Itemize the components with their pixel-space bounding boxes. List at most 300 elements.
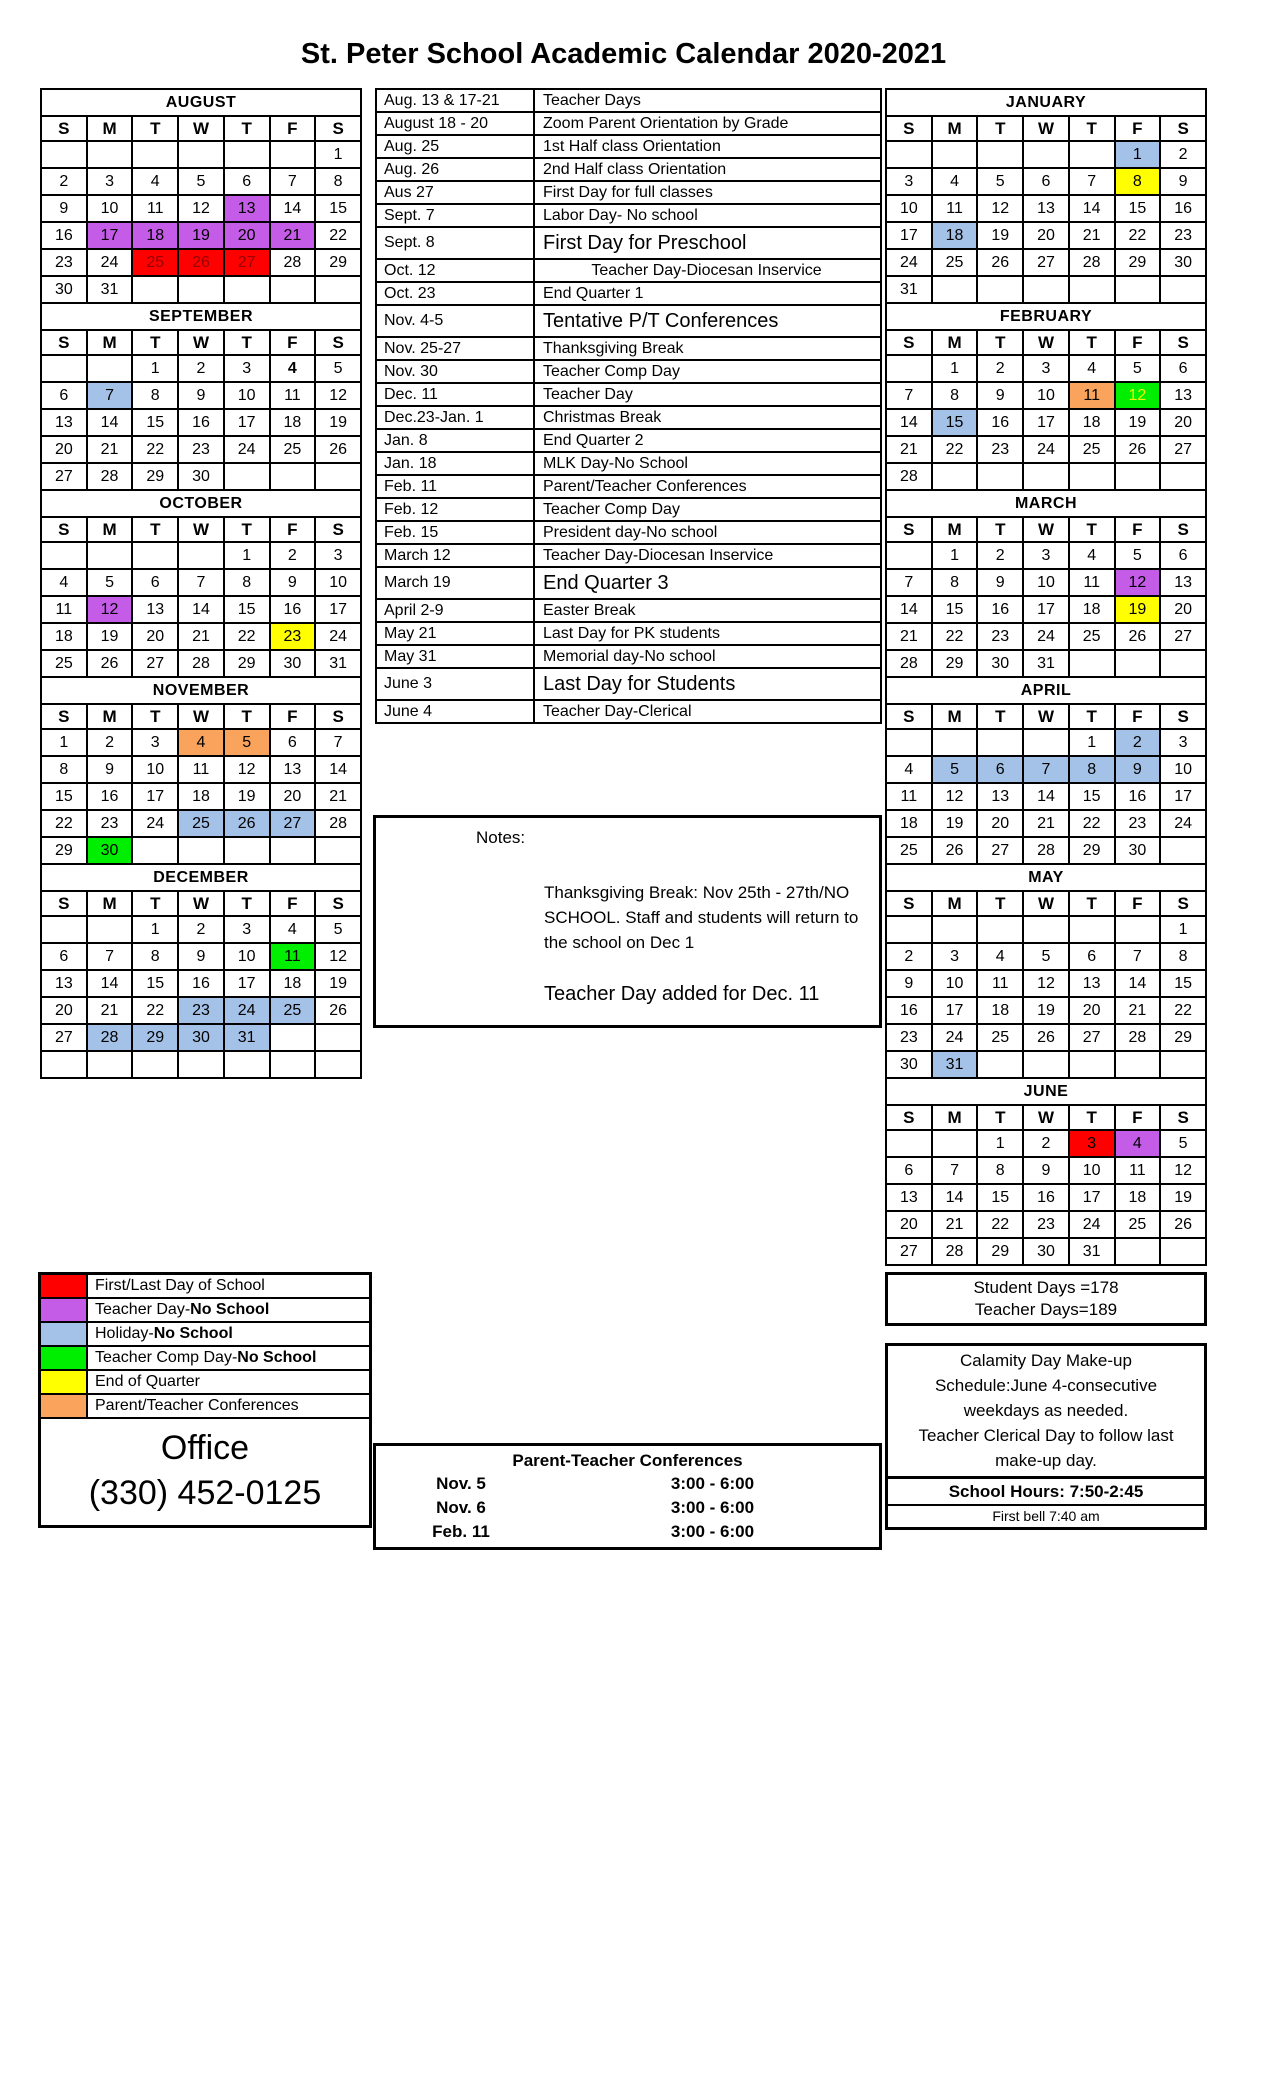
january-day-header-row [886,116,1206,141]
may-day-header-row [886,891,1206,916]
april-day-16: 16 [1115,783,1161,810]
may-empty-cell [1115,916,1161,943]
august-week-row [41,141,361,168]
january-day-21: 21 [1069,222,1115,249]
august-day-20: 20 [224,222,270,249]
may-day-9: 9 [886,970,932,997]
february-day-header-row [886,330,1206,355]
september-week-row [41,463,361,490]
september-day-28: 28 [87,463,133,490]
september-empty-cell [315,463,361,490]
june-day-27: 27 [886,1238,932,1265]
september-day-3: 3 [224,355,270,382]
november-day-8: 8 [41,756,87,783]
legend-label [88,1347,369,1369]
april-day-11: 11 [886,783,932,810]
conference-row [376,1472,879,1496]
march-day-6: 6 [1160,542,1206,569]
june-empty-cell [886,1130,932,1157]
january-day-18: 18 [932,222,978,249]
december-day-22: 22 [132,997,178,1024]
january-day-30: 30 [1160,249,1206,276]
february-empty-cell [886,355,932,382]
april-day-20: 20 [977,810,1023,837]
notes-label: Notes: [476,828,526,847]
may-empty-cell [1069,1051,1115,1078]
august-day-18: 18 [132,222,178,249]
may-empty-cell [932,916,978,943]
january-day-of-week: T [977,116,1023,141]
legend-color-swatch [41,1299,88,1321]
calendar-april [885,676,1207,865]
event-row [375,644,882,669]
september-day-27: 27 [41,463,87,490]
december-day-3: 3 [224,916,270,943]
event-description: Zoom Parent Orientation by Grade [543,114,789,132]
january-empty-cell [977,276,1023,303]
june-day-of-week: S [886,1105,932,1130]
march-day-12: 12 [1115,569,1161,596]
november-day-of-week: S [315,704,361,729]
august-empty-cell [132,276,178,303]
may-day-25: 25 [977,1024,1023,1051]
event-row [375,474,882,499]
march-day-24: 24 [1023,623,1069,650]
september-day-2: 2 [178,355,224,382]
april-day-9: 9 [1115,756,1161,783]
january-day-5: 5 [977,168,1023,195]
january-header-row [886,89,1206,116]
january-month-title: JANUARY [886,89,1206,116]
december-day-23: 23 [178,997,224,1024]
august-empty-cell [315,276,361,303]
calendar-october [40,489,362,678]
january-empty-cell [1023,276,1069,303]
september-empty-cell [224,463,270,490]
december-empty-cell [315,1051,361,1078]
november-day-9: 9 [87,756,133,783]
february-day-5: 5 [1115,355,1161,382]
event-list [375,88,882,724]
may-day-3: 3 [932,943,978,970]
august-day-12: 12 [178,195,224,222]
november-day-2: 2 [87,729,133,756]
april-header-row [886,677,1206,704]
calendar-november [40,676,362,865]
september-header-row [41,303,361,330]
legend-row [41,1347,369,1371]
march-week-row [886,596,1206,623]
may-day-of-week: T [1069,891,1115,916]
november-day-of-week: F [270,704,316,729]
february-day-4: 4 [1069,355,1115,382]
event-row [375,203,882,228]
february-day-21: 21 [886,436,932,463]
february-day-of-week: T [977,330,1023,355]
october-day-of-week: S [41,517,87,542]
april-day-10: 10 [1160,756,1206,783]
april-day-19: 19 [932,810,978,837]
march-month-title: MARCH [886,490,1206,517]
june-day-18: 18 [1115,1184,1161,1211]
october-day-of-week: T [132,517,178,542]
december-day-of-week: S [41,891,87,916]
may-day-12: 12 [1023,970,1069,997]
october-empty-cell [87,542,133,569]
february-day-of-week: T [1069,330,1115,355]
may-empty-cell [977,1051,1023,1078]
november-day-of-week: T [132,704,178,729]
november-day-7: 7 [315,729,361,756]
february-day-22: 22 [932,436,978,463]
april-week-row [886,756,1206,783]
december-day-20: 20 [41,997,87,1024]
september-day-9: 9 [178,382,224,409]
august-day-13: 13 [224,195,270,222]
legend-rows [41,1275,369,1419]
february-day-23: 23 [977,436,1023,463]
february-day-6: 6 [1160,355,1206,382]
may-day-24: 24 [932,1024,978,1051]
event-date: Jan. 18 [377,453,535,474]
april-day-8: 8 [1069,756,1115,783]
october-day-11: 11 [41,596,87,623]
december-empty-cell [132,1051,178,1078]
calamity-line: make-up day. [995,1451,1097,1470]
december-empty-cell [87,1051,133,1078]
event-row [375,226,882,260]
event-date: April 2-9 [377,600,535,621]
notes-paragraph-thanksgiving: Thanksgiving Break: Nov 25th - 27th/NO SCHOOL. Staff and students will return to the school on Dec 1 [544,883,859,952]
august-empty-cell [178,276,224,303]
august-day-of-week: T [224,116,270,141]
december-empty-cell [87,916,133,943]
event-row [375,336,882,361]
september-day-4: 4 [270,355,316,382]
march-day-19: 19 [1115,596,1161,623]
may-week-row [886,916,1206,943]
june-empty-cell [1160,1238,1206,1265]
june-day-of-week: T [1069,1105,1115,1130]
may-day-8: 8 [1160,943,1206,970]
january-empty-cell [886,141,932,168]
october-day-28: 28 [178,650,224,677]
office-section [41,1419,369,1525]
august-day-23: 23 [41,249,87,276]
january-day-2: 2 [1160,141,1206,168]
event-description: End Quarter 1 [543,284,644,302]
september-day-23: 23 [178,436,224,463]
parent-teacher-conferences-title: Parent-Teacher Conferences [512,1451,743,1470]
january-day-19: 19 [977,222,1023,249]
event-row [375,543,882,568]
august-day-11: 11 [132,195,178,222]
may-week-row [886,1051,1206,1078]
january-day-of-week: S [1160,116,1206,141]
november-day-30: 30 [87,837,133,864]
june-day-16: 16 [1023,1184,1069,1211]
october-day-21: 21 [178,623,224,650]
event-row [375,359,882,384]
april-week-row [886,810,1206,837]
june-day-of-week: S [1160,1105,1206,1130]
october-empty-cell [132,542,178,569]
march-day-30: 30 [977,650,1023,677]
february-day-19: 19 [1115,409,1161,436]
november-day-11: 11 [178,756,224,783]
event-row [375,111,882,136]
february-week-row [886,355,1206,382]
february-day-10: 10 [1023,382,1069,409]
may-day-of-week: F [1115,891,1161,916]
september-day-of-week: M [87,330,133,355]
december-day-9: 9 [178,943,224,970]
september-day-of-week: W [178,330,224,355]
january-day-6: 6 [1023,168,1069,195]
may-day-10: 10 [932,970,978,997]
calendar-february [885,302,1207,491]
event-row [375,304,882,338]
may-day-of-week: S [886,891,932,916]
first-bell: First bell 7:40 am [888,1504,1204,1527]
november-empty-cell [178,837,224,864]
may-day-of-week: M [932,891,978,916]
august-day-8: 8 [315,168,361,195]
may-day-20: 20 [1069,997,1115,1024]
september-week-row [41,436,361,463]
january-empty-cell [977,141,1023,168]
event-date: Dec. 11 [377,384,535,405]
october-day-4: 4 [41,569,87,596]
event-row [375,699,882,724]
may-day-18: 18 [977,997,1023,1024]
august-day-27: 27 [224,249,270,276]
march-day-25: 25 [1069,623,1115,650]
calamity-line: Calamity Day Make-up [960,1351,1132,1370]
june-month-title: JUNE [886,1078,1206,1105]
november-week-row [41,810,361,837]
october-day-25: 25 [41,650,87,677]
legend-label-bold: No School [153,1325,233,1342]
december-day-21: 21 [87,997,133,1024]
september-month-title: SEPTEMBER [41,303,361,330]
calendar-september [40,302,362,491]
may-day-5: 5 [1023,943,1069,970]
august-day-16: 16 [41,222,87,249]
december-day-11: 11 [270,943,316,970]
january-day-16: 16 [1160,195,1206,222]
october-day-6: 6 [132,569,178,596]
event-description: Christmas Break [543,408,662,426]
january-empty-cell [1069,276,1115,303]
december-empty-cell [270,1051,316,1078]
october-day-30: 30 [270,650,316,677]
day-counts-box [885,1272,1207,1326]
april-day-of-week: S [1160,704,1206,729]
december-day-of-week: T [224,891,270,916]
february-day-14: 14 [886,409,932,436]
june-day-30: 30 [1023,1238,1069,1265]
legend-label [88,1371,369,1393]
december-month-title: DECEMBER [41,864,361,891]
august-day-of-week: W [178,116,224,141]
august-day-21: 21 [270,222,316,249]
november-empty-cell [224,837,270,864]
june-day-25: 25 [1115,1211,1161,1238]
legend-label-text: End of Quarter [95,1373,200,1390]
september-day-13: 13 [41,409,87,436]
march-day-of-week: T [1069,517,1115,542]
august-day-3: 3 [87,168,133,195]
january-week-row [886,195,1206,222]
april-day-5: 5 [932,756,978,783]
calamity-box [885,1343,1207,1530]
march-day-26: 26 [1115,623,1161,650]
august-day-26: 26 [178,249,224,276]
june-week-row [886,1130,1206,1157]
november-day-13: 13 [270,756,316,783]
event-date: Nov. 4-5 [377,306,535,336]
event-description: Teacher Days [543,91,641,109]
may-day-7: 7 [1115,943,1161,970]
december-day-24: 24 [224,997,270,1024]
april-day-of-week: M [932,704,978,729]
event-description: MLK Day-No School [543,454,688,472]
january-week-row [886,168,1206,195]
event-row [375,88,882,113]
november-day-of-week: T [224,704,270,729]
legend-label [88,1275,369,1297]
february-day-15: 15 [932,409,978,436]
november-day-of-week: S [41,704,87,729]
january-day-13: 13 [1023,195,1069,222]
february-day-8: 8 [932,382,978,409]
april-empty-cell [886,729,932,756]
december-empty-cell [224,1051,270,1078]
august-day-7: 7 [270,168,316,195]
december-day-of-week: M [87,891,133,916]
october-day-19: 19 [87,623,133,650]
september-day-6: 6 [41,382,87,409]
may-day-31: 31 [932,1051,978,1078]
october-day-3: 3 [315,542,361,569]
november-day-19: 19 [224,783,270,810]
september-day-15: 15 [132,409,178,436]
august-day-2: 2 [41,168,87,195]
march-day-20: 20 [1160,596,1206,623]
event-description: Teacher Day [543,385,633,403]
may-day-13: 13 [1069,970,1115,997]
february-day-12: 12 [1115,382,1161,409]
event-row [375,157,882,182]
november-day-header-row [41,704,361,729]
february-day-2: 2 [977,355,1023,382]
january-day-31: 31 [886,276,932,303]
september-day-of-week: T [132,330,178,355]
march-header-row [886,490,1206,517]
january-day-of-week: S [886,116,932,141]
april-day-18: 18 [886,810,932,837]
june-day-6: 6 [886,1157,932,1184]
june-day-of-week: T [977,1105,1023,1130]
june-day-31: 31 [1069,1238,1115,1265]
september-day-of-week: S [41,330,87,355]
event-date: Oct. 12 [377,260,535,281]
september-week-row [41,409,361,436]
december-day-13: 13 [41,970,87,997]
june-day-20: 20 [886,1211,932,1238]
september-empty-cell [41,355,87,382]
april-day-26: 26 [932,837,978,864]
june-day-15: 15 [977,1184,1023,1211]
may-empty-cell [1023,916,1069,943]
march-day-header-row [886,517,1206,542]
december-empty-cell [270,1024,316,1051]
teacher-days-count: Teacher Days=189 [974,1300,1118,1319]
november-day-16: 16 [87,783,133,810]
august-header-row [41,89,361,116]
april-day-of-week: S [886,704,932,729]
event-description: Last Day for PK students [543,624,720,642]
event-date: May 21 [377,623,535,644]
legend-label-bold: No School [190,1301,270,1318]
event-description: Tentative P/T Conferences [543,309,779,332]
october-day-13: 13 [132,596,178,623]
june-day-12: 12 [1160,1157,1206,1184]
event-description: Memorial day-No school [543,647,716,665]
event-description: Thanksgiving Break [543,339,684,357]
december-day-28: 28 [87,1024,133,1051]
left-calendar-column [40,88,362,1079]
school-hours: School Hours: 7:50-2:45 [888,1476,1204,1504]
right-calendar-column [885,88,1207,1266]
may-day-14: 14 [1115,970,1161,997]
notes-paragraph-teacher-day: Teacher Day added for Dec. 11 [544,983,820,1005]
may-day-28: 28 [1115,1024,1161,1051]
event-description: Easter Break [543,601,636,619]
december-day-14: 14 [87,970,133,997]
february-day-27: 27 [1160,436,1206,463]
january-day-15: 15 [1115,195,1161,222]
november-empty-cell [315,837,361,864]
october-week-row [41,623,361,650]
november-empty-cell [132,837,178,864]
april-day-29: 29 [1069,837,1115,864]
event-description: Teacher Comp Day [543,500,680,518]
september-day-22: 22 [132,436,178,463]
june-day-17: 17 [1069,1184,1115,1211]
march-week-row [886,569,1206,596]
june-empty-cell [932,1130,978,1157]
june-week-row [886,1184,1206,1211]
legend-label [88,1395,369,1417]
may-day-21: 21 [1115,997,1161,1024]
event-description: First Day for Preschool [543,231,747,254]
legend-label-text: First/Last Day of School [95,1277,265,1294]
conference-time: 3:00 - 6:00 [670,1498,755,1517]
february-day-17: 17 [1023,409,1069,436]
march-day-of-week: T [977,517,1023,542]
january-day-1: 1 [1115,141,1161,168]
september-day-18: 18 [270,409,316,436]
january-empty-cell [1023,141,1069,168]
march-day-23: 23 [977,623,1023,650]
august-day-5: 5 [178,168,224,195]
december-week-row [41,1051,361,1078]
august-day-9: 9 [41,195,87,222]
october-day-26: 26 [87,650,133,677]
may-empty-cell [1023,1051,1069,1078]
